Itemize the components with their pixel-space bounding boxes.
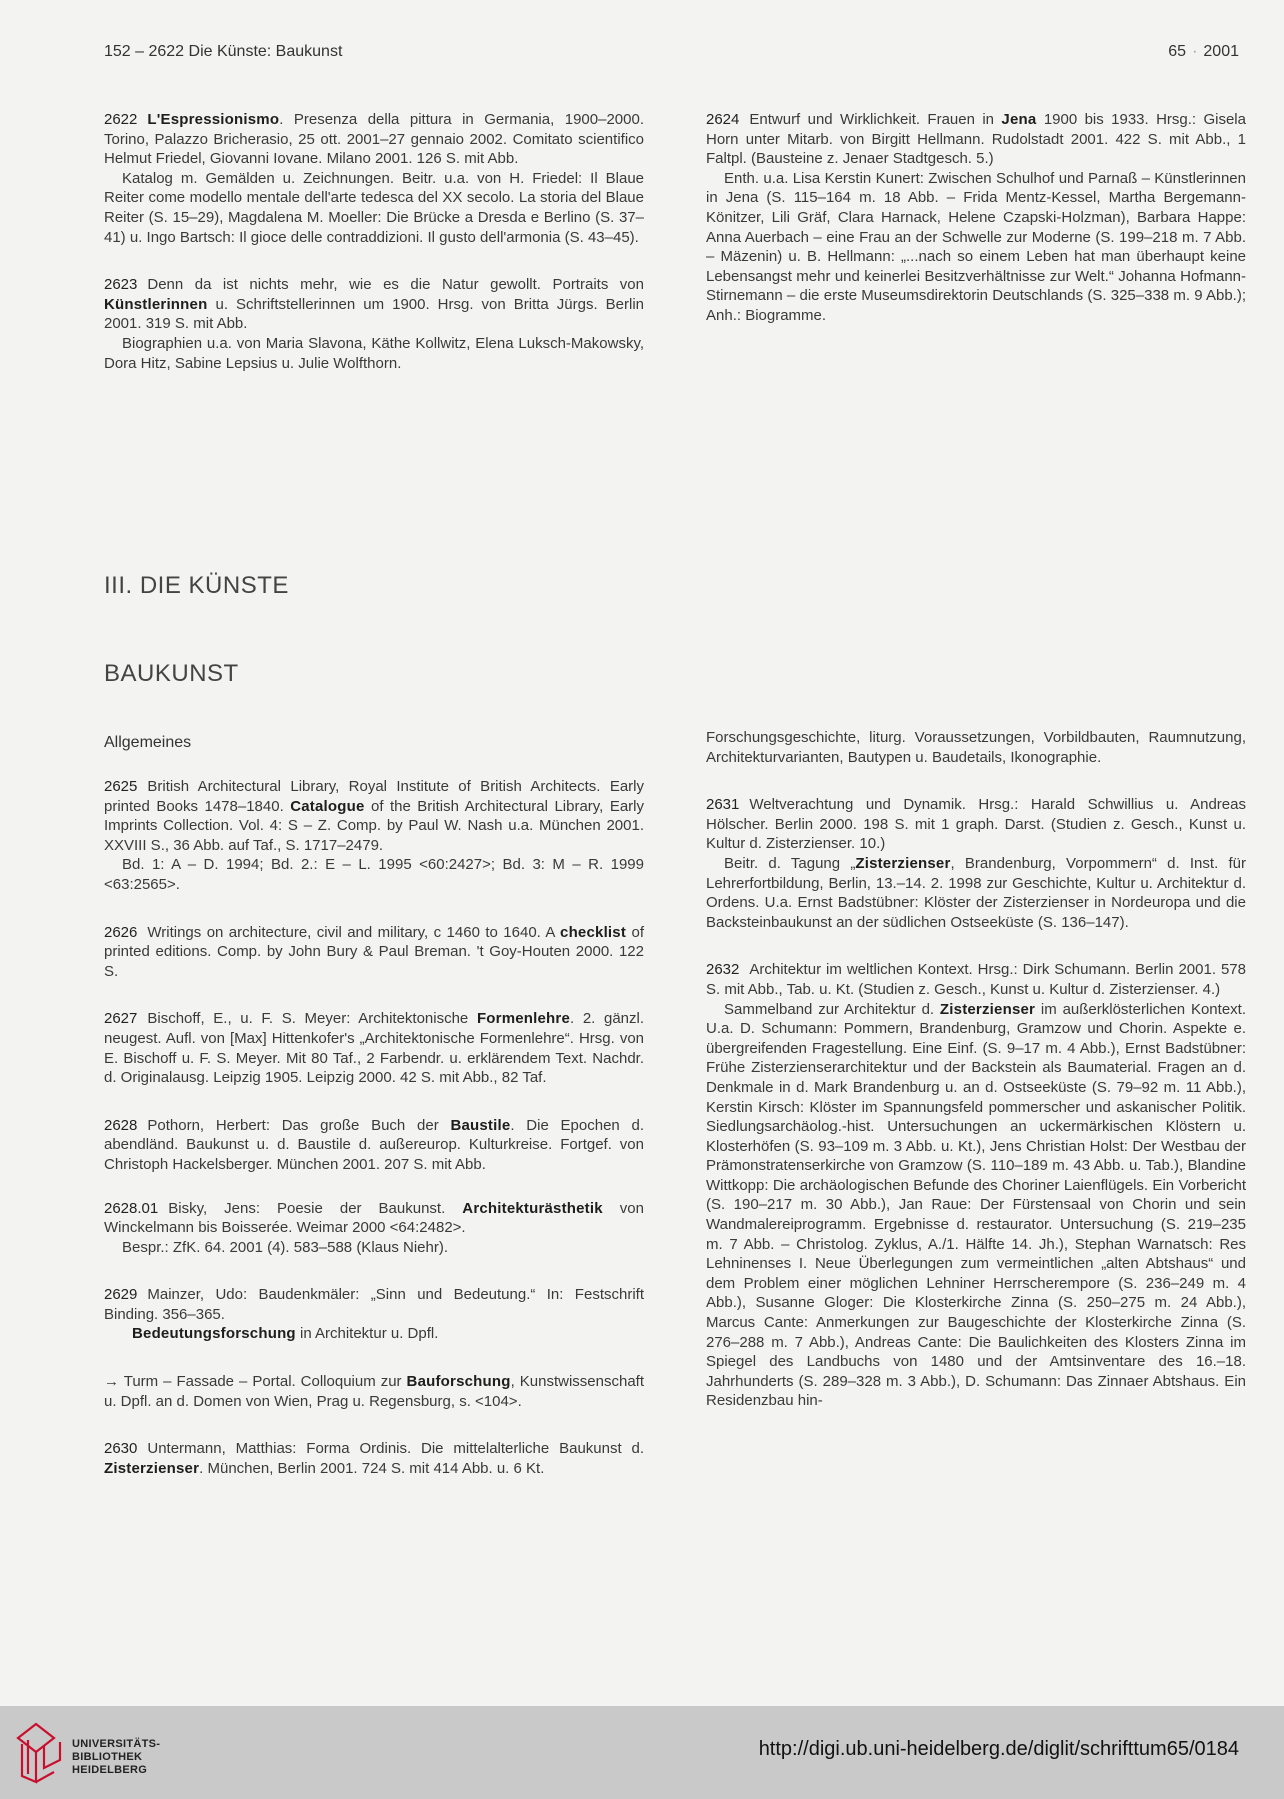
entry-text: Denn da ist nichts mehr, wie es die Natur gewollt. Portraits von [147,276,644,294]
entry-number: 2627 [104,1010,138,1028]
entry-number: 2626 [104,923,138,941]
entry-text: Weltverachtung und Dynamik. Hrsg.: Harald Schwillius u. Andreas Hölscher. Berlin 2000. 198 S. mit 1 graph. Darst. (Studien z. Gesch., Kunst u. Kultur d. Zisterzienser. 10.) [706,796,1246,853]
entry-number: 2631 [706,796,740,814]
entry-note [706,1000,1246,1411]
entry-text: Mainzer, Udo: Baudenkmäler: „Sinn und Bedeutung.“ In: Festschrift Binding. 356–365. [104,1286,644,1323]
entry-2628 [104,1116,644,1175]
keyword: Architekturästhetik [462,1199,603,1217]
keyword: Zisterzienser [939,1000,1036,1018]
logo-line: HEIDELBERG [72,1764,148,1776]
keyword: Jena [1001,111,1037,128]
running-header-right: 65 · 2001 [1168,43,1239,60]
entry-text: Entwurf und Wirklichkeit. Frauen in [749,111,1002,128]
entry-number: 2630 [104,1440,138,1458]
entry-text: Bisky, Jens: Poesie der Baukunst. [168,1199,463,1217]
entry-number: 2628 [104,1116,138,1134]
entry-text: Beitr. d. Tagung „ [724,854,856,872]
entry-text: → Turm – Fassade – Portal. Colloquium zur [104,1373,407,1391]
logo-line: BIBLIOTHEK [72,1751,143,1763]
entry-2625 [104,777,644,855]
cross-reference [104,1372,644,1411]
entry-text: of the British Architectural Library, Early Imprints Collection. Vol. 4: S – Z. Comp. by Paul W. Nash u.a. München 2001. XXVIII S., 36 Abb. auf Taf., S. 1717–2479. [104,797,644,854]
entry-number: 2628.01 [104,1199,159,1217]
entry-2630 [104,1439,644,1478]
entry-number: 2622 [104,111,138,128]
entry-2632 [706,960,1246,999]
entry-text: 1900 bis 1933. Hrsg.: Gisela Horn unter Mitarb. von Birgitt Hellmann. Rudolstadt 2001. 422 S. mit Abb., 1 Faltpl. (Bausteine z. Jenaer Stadtgesch. 5.) [706,111,1246,168]
subsection-title: BAUKUNST [104,660,239,687]
entry-number: 2624 [706,111,740,128]
entry-text: , Brandenburg, Vorpommern“ d. Inst. für Lehrerfortbildung, Berlin, 13.–14. 2. 1998 zur Geschichte, Kultur u. Architektur d. Ordens. U.a. Ernst Badstübner: Klöster der Zisterzienser in Nordeuropa und die Backsteinbaukunst an der südlichen Ostseeküste (S. 136–147). [706,854,1246,931]
entry-number: 2625 [104,778,138,795]
keyword: Catalogue [290,797,365,815]
keyword: Bauforschung [406,1373,511,1391]
entry-2622 [104,110,644,169]
entry-text: . Presenza della pittura in Germania, 1900–2000. Torino, Palazzo Bricherasio, 25 ott. 2001–27 gennaio 2002. Comitato scientifico Helmut Friedel, Giovanni Iovane. Milano 2001. 126 S. mit Abb. [104,111,644,168]
logo-line: UNIVERSITÄTS- [72,1738,161,1750]
volume-number: 65 [1168,43,1187,60]
library-logo-text [72,1738,160,1777]
entry-text: u. Schriftstellerinnen um 1900. Hrsg. von Britta Jürgs. Berlin 2001. 319 S. mit Abb. [104,295,644,333]
keyword: Zisterzienser [104,1459,200,1477]
keyword: checklist [560,923,627,941]
entry-number: 2629 [104,1286,138,1304]
entry-note [706,854,1246,932]
bottom-left-column [104,777,644,1478]
entry-text: in Architektur u. Dpfl. [295,1325,439,1343]
entry-text: Untermann, Matthias: Forma Ordinis. Die mittelalterliche Baukunst d. [147,1440,644,1458]
continued-note: Forschungsgeschichte, liturg. Voraussetzungen, Vorbildbauten, Raumnutzung, Architekturvarianten, Bautypen u. Baudetails, Ikonographie. [706,729,1246,766]
entry-text: Pothorn, Herbert: Das große Buch der [147,1116,451,1134]
running-header-left: 152 – 2622 Die Künste: Baukunst [104,43,343,60]
keyword: Baustile [450,1116,511,1134]
bottom-right-column [706,728,1246,1411]
entry-text: Architektur im weltlichen Kontext. Hrsg.: Dirk Schumann. Berlin 2001. 578 S. mit Abb., Tab. u. Kt. (Studien z. Gesch., Kunst u. Kultur d. Zisterzienser. 4.) [706,961,1246,998]
entry-note: Enth. u.a. Lisa Kerstin Kunert: Zwischen Schulhof und Parnaß – Künstlerinnen in Jena (S. 115–164 m. 18 Abb. – Frida Mentz-Kessel, Martha Bergemann-Könitzer, Lili Gräf, Clara Harnack, Helene Czapski-Holzman), Barbara Happe: Anna Auerbach – eine Frau an der Schwelle zur Moderne (S. 199–218 m. 7 Abb. – Mäzenin) u. B. Hellmann: „...nach so einem Leben hat man überhaupt keine Lebensangst mehr und keinerlei Besitzverhältnisse zur Welt.“ Johanna Hofmann-Stirnemann – die erste Museumsdirektorin Deutschlands (S. 325–338 m. 9 Abb.); Anh.: Biogramme. [706,169,1246,324]
entry-2624 [706,110,1246,169]
entry-note: Katalog m. Gemälden u. Zeichnungen. Beitr. u.a. von H. Friedel: Il Blaue Reiter come modello mentale dell'arte tedesca del XX secolo. La storia del Blaue Reiter (S. 15–29), Magdalena M. Moeller: Die Brücke a Dresda e Berlino (S. 37–41) u. Ingo Bartsch: Il gioce delle contraddizioni. Il gusto dell'armonia (S. 43–45). [104,169,644,246]
entry-text: im außerklösterlichen Kontext. U.a. D. Schumann: Pommern, Brandenburg, Gramzow und Chorin. Aspekte e. übergreifenden Fragestellung. Eine Einf. (S. 9–17 m. 4 Abb.), Ernst Badstübner: Frühe Zisterzienserarchitektur und der Backstein als Baumaterial. Fragen an d. Denkmale in d. Mark Brandenburg u. an d. Ostseeküste (S. 79–92 m. 11 Abb.), Kerstin Kirsch: Klöster im Spannungsfeld pommerscher und askanischer Politik. Siedlungsarchäolog.-hist. Untersuchungen an uckermärkischen Klöstern u. Klosterhöfen (S. 93–109 m. 3 Abb. u. Kt.), Jens Christian Holst: Der Westbau der Prämonstratenserkirche von Gramzow (S. 110–189 m. 43 Abb. u. Tab.), Blandine Wittkopp: Die archäologischen Befunde des Choriner Laienflügels. Ein Vorbericht (S. 190–217 m. 30 Abb.), Jan Raue: Der Fürstensaal von Chorin und sein Wandmalereiprogramm. Ergebnisse d. restaurator. Untersuchung (S. 219–235 m. 7 Abb. – Christolog. Zyklus, A./1. Hälfte 14. Jh.), Stephan Warnatsch: Res Lehninenses I. Neue Überlegungen zum vermeintlichen „alten Abtshaus“ und dem Problem einer möglichen Lehniner Herrscherempore (S. 236–249 m. 4 Abb.), Susanne Gloger: Die Klosterkirche Zinna (S. 250–275 m. 24 Abb.), Marcus Cante: Anmerkungen zur Baugeschichte der Klosterkirche Zinna (S. 276–288 m. 7 Abb.), Andreas Cante: Die Baulichkeiten des Klosters Zinna im Spiegel des Landbuchs von 1480 und der Amtsinventare des 16.–18. Jahrhunderts (S. 289–328 m. 3 Abb.), D. Schumann: Das Zinnaer Abtshaus. Ein Residenzbau hin- [706,1000,1246,1410]
entry-2631 [706,795,1246,854]
entry-text: of printed editions. Comp. by John Bury & Paul Breman. 't Goy-Houten 2000. 122 S. [104,923,644,980]
keyword: Künstlerinnen [104,295,208,313]
entry-text: . München, Berlin 2001. 724 S. mit 414 Abb. u. 6 Kt. [199,1459,545,1477]
entry-text: British Architectural Library, Royal Institute of British Architects. Early printed Books 1478–1840. [104,778,644,815]
keyword: Zisterzienser [855,854,951,872]
entry-number: 2632 [706,961,740,979]
source-url[interactable]: http://digi.ub.uni-heidelberg.de/diglit/schrifttum65/0184 [758,1738,1239,1760]
entry-2626 [104,923,644,982]
entry-text: von Winckelmann bis Boisserée. Weimar 2000 <64:2482>. [104,1199,644,1237]
keyword: Bedeutungsforschung [132,1325,296,1343]
entry-text: . Die Epochen d. abendländ. Baukunst u. d. Baustile d. außereurop. Kulturkreise. Fortgef. von Christoph Hackelsberger. München 2001. 207 S. mit Abb. [104,1116,645,1173]
entry-2629 [104,1285,644,1324]
entry-text: , Kunstwissenschaft u. Dpfl. an d. Domen von Wien, Prag u. Regensburg, s. <104>. [104,1373,645,1410]
entry-2628-01 [104,1199,644,1238]
year: 2001 [1203,43,1239,60]
top-right-column [706,110,1246,326]
entry-2627 [104,1009,644,1087]
top-left-column [104,110,644,373]
footer-bar [0,1706,1284,1799]
keyword: L'Espressionismo [147,111,280,128]
keyword: Formenlehre [476,1010,570,1028]
entry-text: Sammelband zur Architektur d. [724,1000,940,1018]
entry-text: . 2. gänzl. neugest. Aufl. von [Max] Hittenkofer's „Architektonische Formenlehre“. Hrsg. von E. Bischoff u. F. S. Meyer. Mit 80 Taf., 2 Farbendr. u. erklärendem Text. Nachdr. d. Originalausg. Leipzig 1905. Leipzig 2000. 42 S. mit Abb., 82 Taf. [104,1010,645,1087]
subsection-heading: Allgemeines [104,734,192,751]
entry-text: Writings on architecture, civil and military, c 1460 to 1640. A [147,923,561,941]
section-title: III. DIE KÜNSTE [104,572,289,599]
entry-2623 [104,275,644,334]
entry-note: Bespr.: ZfK. 64. 2001 (4). 583–588 (Klaus Niehr). [122,1238,449,1256]
library-logo-icon [14,1720,74,1784]
entry-number: 2623 [104,276,138,294]
entry-note: Bd. 1: A – D. 1994; Bd. 2.: E – L. 1995 <60:2427>; Bd. 3: M – R. 1999 <63:2565>. [104,856,644,893]
entry-note: Biographien u.a. von Maria Slavona, Käthe Kollwitz, Elena Luksch-Makowsky, Dora Hitz, Sabine Lepsius u. Julie Wolfthorn. [104,334,644,372]
entry-text: Bischoff, E., u. F. S. Meyer: Architektonische [147,1010,477,1028]
entry-subline [104,1324,644,1344]
